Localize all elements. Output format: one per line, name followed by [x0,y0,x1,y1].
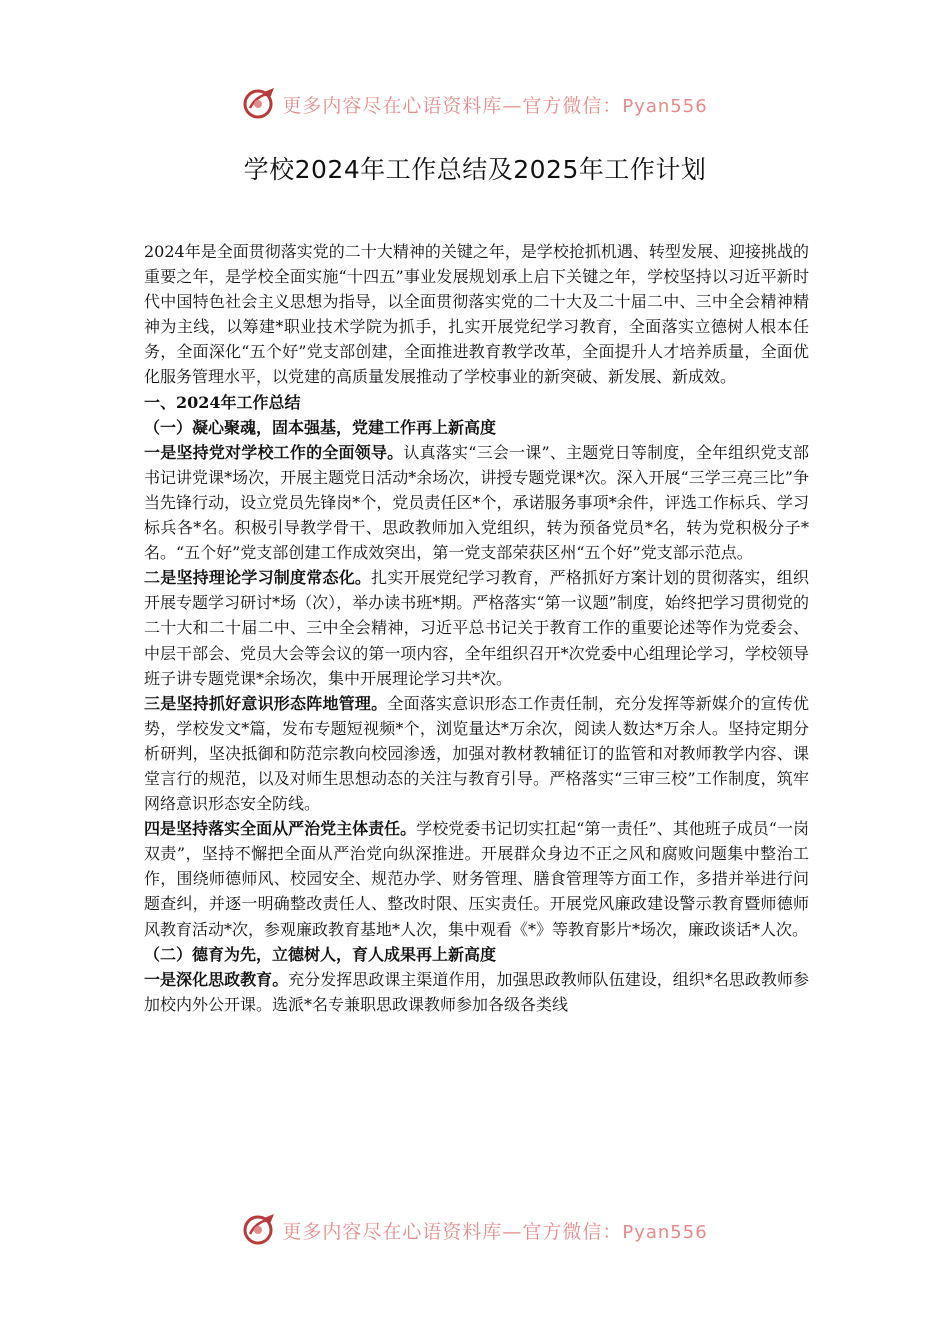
paragraph-5 [144,967,809,1017]
watermark-footer [0,1210,950,1250]
subsection-heading-1: （一）凝心聚魂，固本强基，党建工作再上新高度 [144,417,497,437]
paragraph-2 [144,565,809,690]
paragraph-1-body: 认真落实“三会一课”、主题党日等制度，全年组织党支部书记讲党课*场次，开展主题党日活动*余场次，讲授专题党课*次。深入开展“三学三亮三比”争当先锋行动，设立党员先锋岗*个，党员责任区*个，承诺服务事项*余件，评选工作标兵、学习标兵各*名。积极引导教学骨干、思政教师加入党组织，转为预备党员*名，转为党积极分子*名。“五个好”党支部创建工作成效突出，第一党支部荣获区州“五个好”党支部示范点。 [144,442,809,563]
paragraph-5-lead: 一是深化思政教育。 [144,969,289,989]
paragraph-3-body: 全面落实意识形态工作责任制，充分发挥等新媒介的宣传优势，学校发文*篇，发布专题短视频*个，浏览量达*万余次，阅读人数达*万余人。坚持定期分析研判，坚决抵御和防范宗教向校园渗透，加强对教材教辅征订的监管和对教师教学内容、课堂言行的规范，以及对师生思想动态的关注与教育引导。严格落实“三审三校”工作制度，筑牢网络意识形态安全防线。 [144,693,809,814]
watermark-text: 更多内容尽在心语资料库—官方微信：Pyan556 [282,94,708,117]
paragraph-2-lead: 二是坚持理论学习制度常态化。 [144,568,372,588]
paragraph-3 [144,691,809,816]
paragraph-1-lead: 一是坚持党对学校工作的全面领导。 [144,442,404,462]
paragraph-1 [144,440,809,565]
watermark-text: 更多内容尽在心语资料库—官方微信：Pyan556 [282,1220,708,1243]
watermark-handle: Pyan556 [622,1221,708,1243]
intro-paragraph: 2024年是全面贯彻落实党的二十大精神的关键之年，是学校抢抓机遇、转型发展、迎接挑战的重要之年，是学校全面实施“十四五”事业发展规划承上启下关键之年，学校坚持以习近平新时代中国特色社会主义思想为指导，以全面贯彻落实党的二十大及二十届二中、三中全会精神精神为主线，以筹建*职业技术学院为抓手，扎实开展党纪学习教育，全面落实立德树人根本任务，全面深化“五个好”党支部创建，全面推进教育教学改革，全面提升人才培养质量，全面优化服务管理水平，以党建的高质量发展推动了学校事业的新突破、新发展、新成效。 [144,242,809,387]
paragraph-3-lead: 三是坚持抓好意识形态阵地管理。 [144,693,388,713]
paragraph-5-body: 充分发挥思政课主渠道作用，加强思政教师队伍建设，组织*名思政教师参加校内外公开课。选派*名专兼职思政课教师参加各级各类线 [144,969,809,1014]
paragraph-4 [144,816,809,941]
watermark-header [0,84,950,124]
paragraph-2-body: 扎实开展党纪学习教育，严格抓好方案计划的贯彻落实，组织开展专题学习研讨*场（次），举办读书班*期。严格落实“第一议题”制度，始终把学习贯彻党的二十大和二十届二中、三中全会精神，习近平总书记关于教育工作的重要论述等作为党委会、中层干部会、党员大会等会议的第一项内容，全年组织召开*次党委中心组理论学习，学校领导班子讲专题党课*余场次，集中开展理论学习共*次。 [144,568,809,688]
paragraph-4-body: 学校党委书记切实扛起“第一责任”、其他班子成员“一岗双责”，坚持不懈把全面从严治党向纵深推进。开展群众身边不正之风和腐败问题集中整治工作，围绕师德师风、校园安全、规范办学、财务管理、膳食管理等方面工作，多措并举进行问题查纠，并逐一明确整改责任人、整改时限、压实责任。开展党风廉政建设警示教育暨师德师风教育活动*次，参观廉政教育基地*人次，集中观看《*》等教育影片*场次，廉政谈话*人次。 [144,819,809,939]
paragraph-4-lead: 四是坚持落实全面从严治党主体责任。 [144,819,417,839]
brand-logo-icon [242,86,278,122]
section-heading-1: 一、2024年工作总结 [144,392,301,412]
brand-logo-icon [242,1212,278,1248]
watermark-handle: Pyan556 [622,95,708,117]
subsection-heading-2: （二）德育为先，立德树人，育人成果再上新高度 [144,944,497,964]
document-body [144,239,809,1017]
document-title: 学校2024年工作总结及2025年工作计划 [243,155,707,184]
